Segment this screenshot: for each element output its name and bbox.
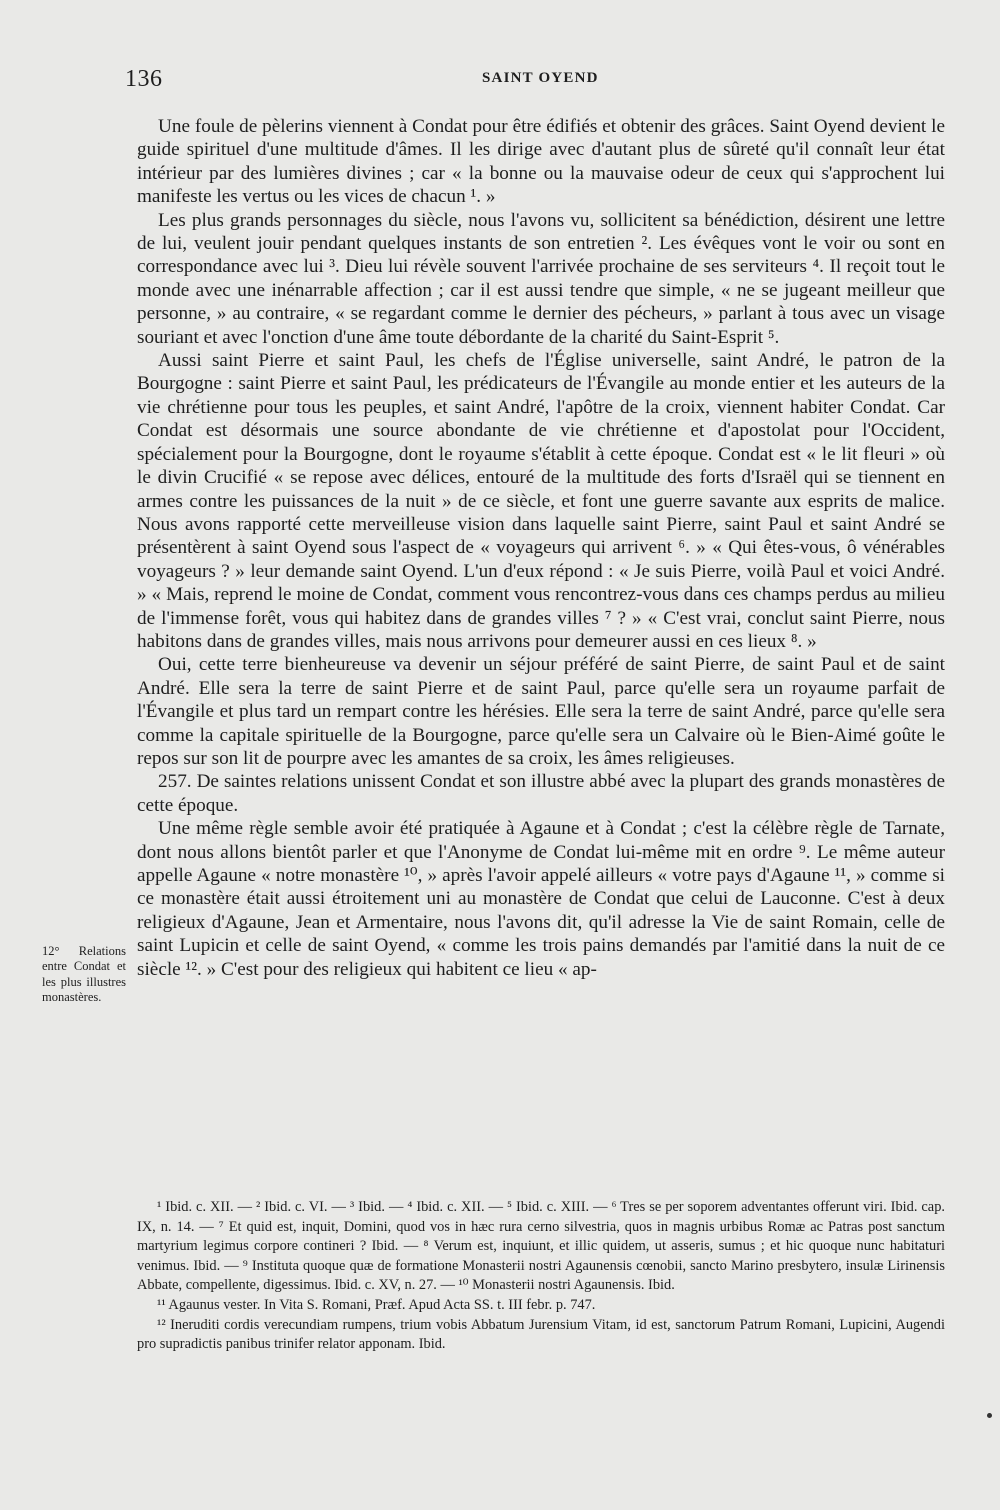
footnote: ¹ Ibid. c. XII. — ² Ibid. c. VI. — ³ Ibid. — ⁴ Ibid. c. XII. — ⁵ Ibid. c. XIII. — ⁶ Tres se per soporem adventantes offerunt viri. Ibid. cap. IX, n. 14. — ⁷ Et quid est, inquit, Domini, quod vos in hæc rura cerno silvestria, quos in magnis urbibus Romæ ac Patras post sanctum martyrium legimus corpore contineri ? Ibid. — ⁸ Verum est, inquiunt, et illic quidem, ut asseris, sumus ; et hic quoque nunc habitaturi venimus. Ibid. — ⁹ Instituta quoque quæ de formatione Monasterii nostri Agaunensis cœnobii, sancto Marino presbytero, insulæ Lirinensis Abbate, compellente, digessimus. Ibid. c. XV, n. 27. — ¹⁰ Monasterii nostri Agaunensis. Ibid. [137, 1199, 945, 1294]
margin-note: 12° Relations entre Condat et les plus illustres monastères. [42, 944, 126, 1004]
paragraph: Une même règle semble avoir été pratiquée à Agaune et à Condat ; c'est la célèbre règle de Tarnate, dont nous allons bientôt parler et que l'Anonyme de Condat lui-même mit en ordre ⁹. Le même auteur appelle Agaune « notre monastère ¹⁰, » après l'avoir appelé ailleurs « votre pays d'Agaune ¹¹, » comme si ce monastère était aussi étroitement uni au monastère de Condat que celui de Lauconne. C'est à deux religieux d'Agaune, Jean et Armentaire, nous l'avons dit, qu'il adresse la Vie de saint Romain, celle de saint Lupicin et celle de saint Oyend, « comme les trois pains demandés par l'amitié dans la nuit de ce siècle ¹². » C'est pour des religieux qui habitent ce lieu « ap- [137, 818, 945, 980]
running-title: SAINT OYEND [482, 70, 599, 86]
ink-speck [987, 1413, 992, 1418]
paragraph: Les plus grands personnages du siècle, nous l'avons vu, sollicitent sa bénédiction, désirent une lettre de lui, veulent jouir pendant quelques instants de son entretien ². Les évêques vont le voir ou sont en correspondance avec lui ³. Dieu lui révèle souvent l'arrivée prochaine de ses serviteurs ⁴. Il reçoit tout le monde avec une inénarrable affection ; car il est aussi tendre que simple, « ne se jugeant meilleur que personne, » au contraire, « se regardant comme le dernier des pécheurs, » parlant à tous avec un visage souriant et avec l'onction d'une âme toute débordante de la charité du Saint-Esprit ⁵. [137, 209, 945, 348]
page-number: 136 [125, 66, 163, 92]
paragraph: Oui, cette terre bienheureuse va devenir un séjour préféré de saint Pierre, de saint Paul et de saint André. Elle sera la terre de saint Pierre et de saint Paul, parce qu'elle sera un royaume parfait de l'Évangile et plus tard un rempart contre les hérésies. Elle sera la terre de saint André, parce qu'elle sera comme la capitale spirituelle de la Bourgogne, parce qu'elle sera un Calvaire où le Bien-Aimé goûte le repos sur son lit de pourpre avec les amantes de sa croix, les âmes religieuses. [137, 654, 945, 769]
body-text [137, 115, 945, 981]
paragraph: Aussi saint Pierre et saint Paul, les chefs de l'Église universelle, saint André, le patron de la Bourgogne : saint Pierre et saint Paul, les prédicateurs de l'Évangile au monde entier et les auteurs de la vie chrétienne pour tous les peuples, et saint André, l'apôtre de la croix, viennent habiter Condat. Car Condat est désormais une source abondante de vie chrétienne et d'apostolat pour l'Occident, spécialement pour la Bourgogne, dont le royaume s'établit à cette époque. Condat est « le lit fleuri » où le divin Crucifié « se repose avec délices, entouré de la multitude des forts d'Israël qui se tiennent en armes contre les puissances de la nuit » de ce siècle, et font une guerre savante aux esprits de malice. Nous avons rapporté cette merveilleuse vision dans laquelle saint Pierre, saint Paul et saint André se présentèrent à saint Oyend sous l'aspect de « voyageurs qui arrivent ⁶. » « Qui êtes-vous, ô vénérables voyageurs ? » leur demande saint Oyend. L'un d'eux répond : « Je suis Pierre, voilà Paul et voici André. » « Mais, reprend le moine de Condat, comment vous rencontrez-vous dans ces champs perdus au milieu de l'immense forêt, vous qui habitez dans de grandes villes ⁷ ? » « C'est vrai, conclut saint Pierre, nous habitons dans de grandes villes, mais nous arrivons pour demeurer aussi en ces lieux ⁸. » [137, 350, 945, 652]
footnote: ¹² Ineruditi cordis verecundiam rumpens, trium vobis Abbatum Jurensium Vitam, id est, sanctorum Patrum Romani, Lupicini, Augendi pro supradictis panibus trinifer relator apponam. Ibid. [137, 1316, 945, 1353]
footnote: ¹¹ Agaunus vester. In Vita S. Romani, Præf. Apud Acta SS. t. III febr. p. 747. [157, 1296, 596, 1313]
page-header [125, 66, 945, 92]
section-paragraph-257: 257. De saintes relations unissent Condat et son illustre abbé avec la plupart des grands monastères de cette époque. [137, 771, 945, 816]
paragraph: Une foule de pèlerins viennent à Condat pour être édifiés et obtenir des grâces. Saint Oyend devient le guide spirituel d'une multitude d'âmes. Il les dirige avec d'autant plus de sûreté qu'il connaît leur état intérieur par des lumières divines ; car « la bonne ou la mauvaise odeur de ceux qui s'approchent lui manifeste les vertus ou les vices de chacun ¹. » [137, 116, 945, 208]
footnotes [137, 1198, 945, 1355]
